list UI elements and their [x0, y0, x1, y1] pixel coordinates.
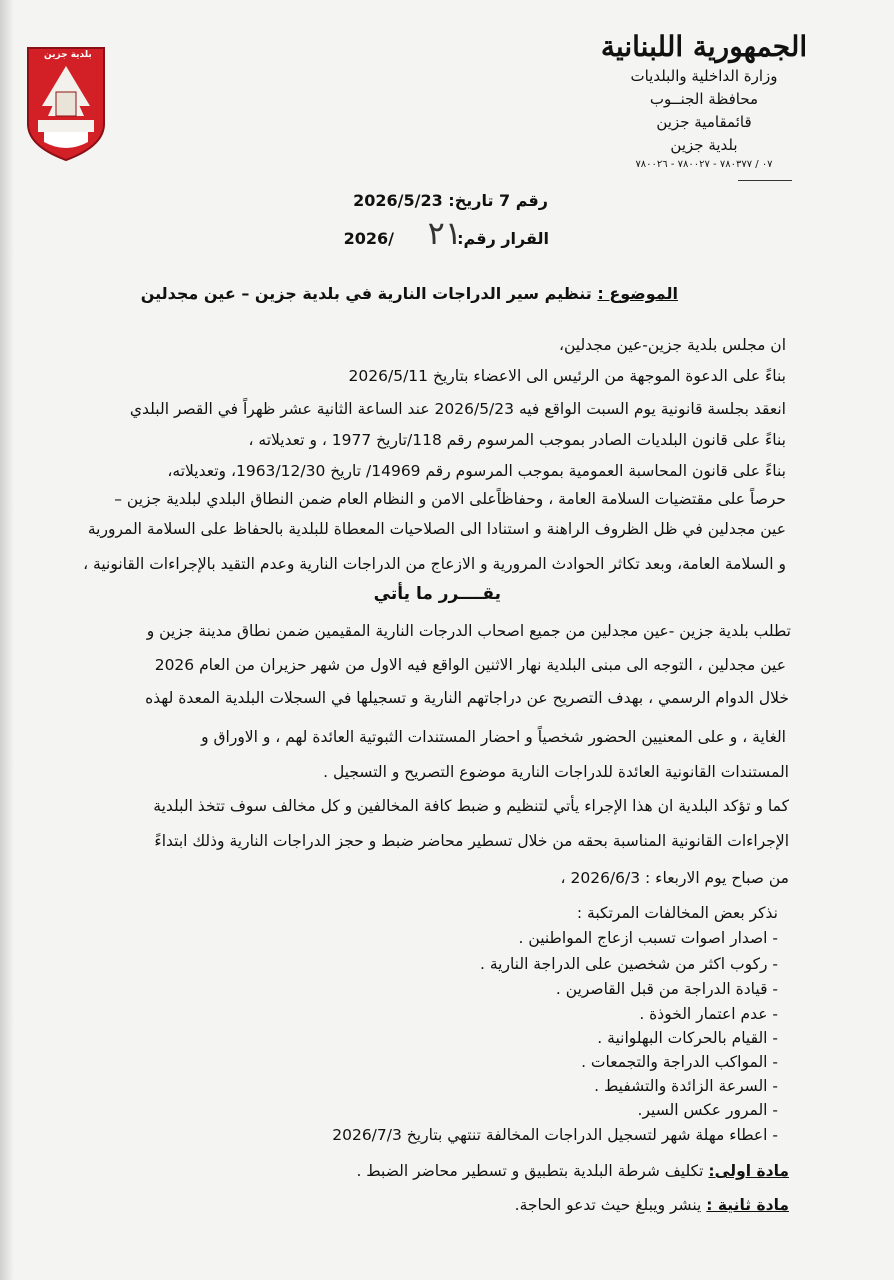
phone-numbers: ٠٧ / ٧٨٠٣٧٧ - ٧٨٠٠٢٧ - ٧٨٠٠٢٦ [635, 159, 773, 170]
body-line: الإجراءات القانونية المناسبة بحقه من خلال تسطير محاضر ضبط و حجز الدراجات النارية وذلك ابتداءً [154, 832, 789, 850]
violation-item: - اعطاء مهلة شهر لتسجيل الدراجات المخالفة تنتهي بتاريخ 2026/7/3 [332, 1126, 778, 1144]
intro-line: بناءً على قانون المحاسبة العمومية بموجب المرسوم رقم 14969/ تاريخ 1963/12/30، وتعديلاته، [167, 462, 786, 480]
governorate-line: محافظة الجنــوب [649, 90, 759, 108]
subject-label: الموضوع : [597, 284, 678, 303]
body-line: المستندات القانونية العائدة للدراجات النارية موضوع التصريح و التسجيل . [323, 763, 789, 781]
body-line: عين مجدلين ، التوجه الى مبنى البلدية نهار الاثنين الواقع فيه الاول من شهر حزيران من العام 2026 [154, 656, 786, 674]
article-second-text: ينشر ويبلغ حيث تدعو الحاجة. [514, 1196, 702, 1214]
intro-line: بناءً على الدعوة الموجهة من الرئيس الى الاعضاء بتاريخ 2026/5/11 [348, 367, 786, 385]
violation-item: - قيادة الدراجة من قبل القاصرين . [555, 980, 778, 998]
body-line: من صباح يوم الاربعاء : 2026/6/3 ، [560, 869, 789, 887]
violation-item: - اصدار اصوات تسبب ازعاج المواطنين . [518, 929, 778, 947]
decides-heading: يقــــرر ما يأتي [373, 584, 501, 604]
article-first-text: تكليف شرطة البلدية بتطبيق و تسطير محاضر الضبط . [356, 1162, 704, 1180]
subject-text: تنظيم سير الدراجات النارية في بلدية جزين – عين مجدلين [140, 284, 592, 303]
reference-line: رقم 7 تاريخ: 2026/5/23 [353, 191, 548, 210]
municipality-line: بلدية جزين [670, 136, 738, 154]
article-second-label: مادة ثانية : [706, 1196, 789, 1214]
violations-title: نذكر بعض المخالفات المرتكبة : [576, 904, 778, 922]
intro-line: و السلامة العامة، وبعد تكاثر الحوادث المرورية و الازعاج من الدراجات النارية وعدم التقيد بالإجراءات القانونية ، [83, 555, 786, 573]
logo-label: بلدية جزين [44, 50, 92, 60]
body-line: تطلب بلدية جزين -عين مجدلين من جميع اصحاب الدرجات النارية المقيمين ضمن نطاق مدينة جزين و [146, 622, 791, 640]
article-second [515, 1196, 789, 1214]
letterhead [574, 30, 834, 170]
intro-line: عين مجدلين في ظل الظروف الراهنة و استنادا الى الصلاحيات المعطاة للبلدية بالحفاظ على السلامة المرورية [87, 520, 786, 538]
article-first-label: مادة اولى: [708, 1162, 789, 1180]
ministry-line: وزارة الداخلية والبلديات [630, 67, 778, 85]
decision-label: القرار رقم: [457, 229, 549, 248]
violation-item: - المواكب الدراجة والتجمعات . [581, 1053, 778, 1071]
body-line: كما و تؤكد البلدية ان هذا الإجراء يأتي لتنظيم و ضبط كافة المخالفين و كل مخالف سوف تتخذ البلدية [153, 797, 789, 815]
intro-line: حرصاً على مقتضيات السلامة العامة ، وحفاظاًعلى الامن و النظام العام ضمن النطاق البلدي لبلدية جزين – [114, 490, 786, 508]
intro-line: انعقد بجلسة قانونية يوم السبت الواقع فيه 2026/5/23 عند الساعة الثانية عشر ظهراً في القصر البلدي [129, 400, 786, 418]
violation-item: - ركوب اكثر من شخصين على الدراجة النارية . [479, 955, 778, 973]
republic-title: الجمهورية اللبنانية [600, 30, 808, 63]
intro-line: ان مجلس بلدية جزين-عين مجدلين، [558, 336, 786, 354]
header-underline [738, 180, 792, 181]
decision-number-handwritten: ٢١ [427, 214, 462, 252]
district-line: قائمقامية جزين [656, 113, 752, 131]
violation-item: - القيام بالحركات البهلوانية . [597, 1029, 778, 1047]
page-edge-shadow [0, 0, 14, 1280]
article-first [356, 1162, 789, 1180]
violation-item: - السرعة الزائدة والتشفيط . [594, 1077, 778, 1095]
decision-year: 2026/ [343, 229, 394, 248]
violation-item: - المرور عكس السير. [637, 1101, 778, 1119]
intro-line: بناءً على قانون البلديات الصادر بموجب المرسوم رقم 118/تاريخ 1977 ، و تعديلاته ، [248, 431, 786, 449]
body-line: خلال الدوام الرسمي ، بهدف التصريح عن دراجاتهم النارية و تسجيلها في السجلات البلدية المعدة لهذه [145, 689, 789, 707]
body-line: الغاية ، و على المعنيين الحضور شخصياً و احضار المستندات الثبوتية العائدة لهم ، و الاوراق و [201, 728, 786, 746]
subject-line [141, 284, 678, 303]
violation-item: - عدم اعتمار الخوذة . [639, 1005, 778, 1023]
municipality-logo [26, 46, 106, 162]
